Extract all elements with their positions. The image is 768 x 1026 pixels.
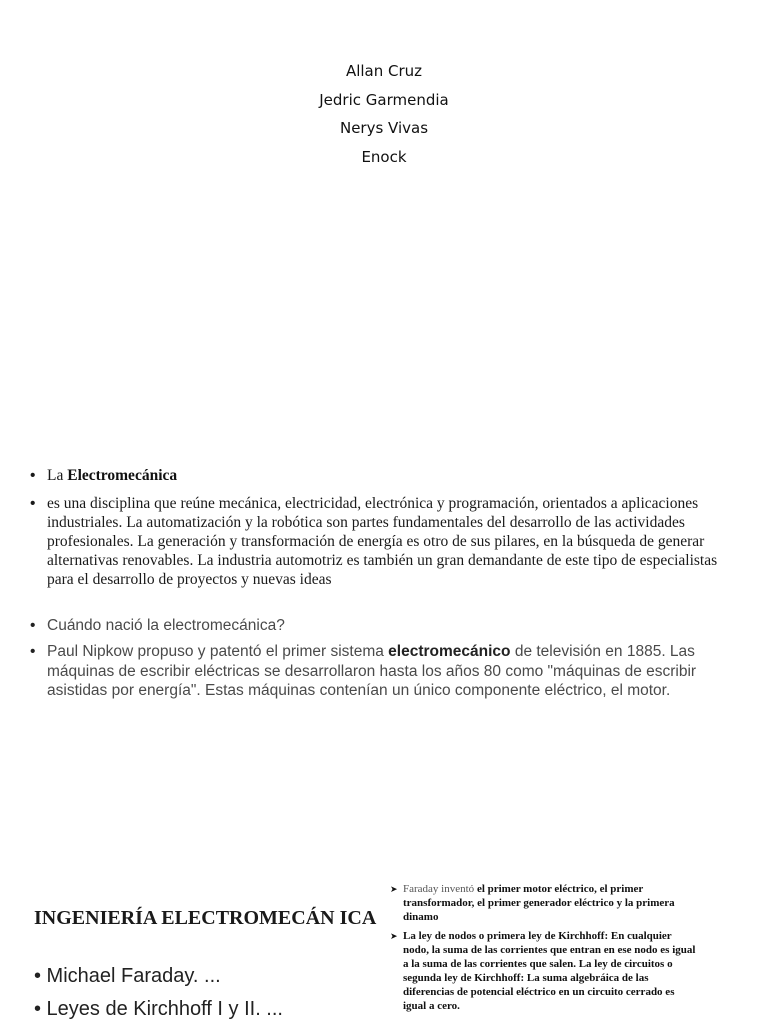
intro-slide — [0, 460, 768, 730]
topic-item: • Michael Faraday. ... — [34, 965, 221, 987]
arrow-icon: ➤ — [390, 931, 398, 941]
bullet-icon: • — [30, 643, 36, 660]
engineering-slide — [0, 870, 768, 1024]
list-item — [30, 494, 737, 589]
bullet-icon: • — [30, 495, 36, 512]
list-item — [30, 642, 737, 701]
bullet-icon: • — [30, 617, 36, 634]
note-strong-text: La ley de nodos o primera ley de Kirchhoff: En cualquier nodo, la suma de las corrientes que entran en ese nodo es igual a la suma de las corrientes que salen. La ley de circuitos o segunda ley de Kirchhoff: La suma algebráica de las diferencias de potencial eléctrico en un circuito cerrado es igual a cero. — [403, 930, 696, 1012]
item-text: La — [47, 467, 68, 484]
note-item — [390, 882, 700, 924]
note-item — [390, 929, 700, 1013]
topic-item: • Leyes de Kirchhoff I y II. ... — [34, 998, 283, 1020]
notes-column — [390, 882, 700, 1018]
topic-list — [34, 960, 283, 1026]
item-text: Paul Nipkow propuso y patentó el primer sistema — [47, 643, 389, 660]
item-strong-text: Electromecánica — [67, 467, 178, 484]
author-list — [0, 60, 768, 174]
list-item — [30, 616, 737, 636]
author-name: Jedric Garmendia — [319, 90, 449, 109]
author-name: Allan Cruz — [345, 62, 423, 80]
author-name: Enock — [361, 147, 407, 166]
note-strong-text: el primer motor eléctrico, el primer transformador, el primer generador eléctrico y la primera dinamo — [403, 883, 675, 923]
list-item — [30, 466, 737, 485]
item-text: Cuándo nació la electromecánica? — [47, 617, 285, 634]
item-text: de televisión en 1885. Las máquinas de escribir eléctricas se desarrollaron hasta los años 80 como "máquinas de escribir asistidas por energía". Estas máquinas contenían un único componente eléctrico, el motor. — [47, 643, 697, 700]
bullet-icon: • — [30, 467, 36, 484]
slide-title: INGENIERÍA ELECTROMECÁN ICA — [34, 907, 377, 929]
author-name: Nerys Vivas — [339, 119, 429, 138]
note-text: Faraday inventó — [403, 883, 477, 895]
arrow-icon: ➤ — [390, 884, 398, 894]
title-slide — [0, 0, 768, 420]
item-text: es una disciplina que reúne mecánica, electricidad, electrónica y programación, orientados a aplicaciones industriales. La automatización y la robótica son partes fundamentales del desarrollo de las actividades profesionales. La generación y transformación de energía es otro de sus pilares, en la búsqueda de generar alternativas renovables. La industria automotriz es también un gran demandante de este tipo de especialistas para el desarrollo de proyectos y nuevas ideas — [47, 495, 718, 588]
item-strong-text: electromecánico — [388, 643, 511, 660]
